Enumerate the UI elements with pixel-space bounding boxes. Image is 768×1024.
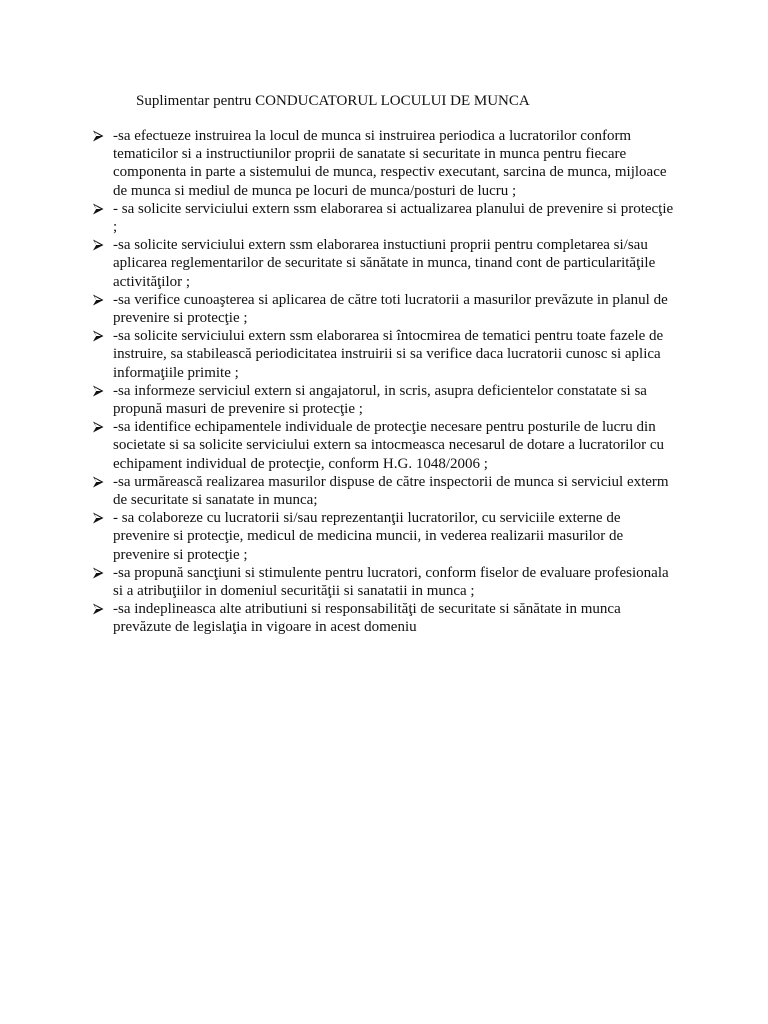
- list-item-text: -sa indeplineasca alte atributiuni si responsabilităţi de securitate si sănătate in munca prevăzute de legislaţia in vigoare in acest domeniu: [113, 601, 621, 636]
- arrowhead-bullet-icon: [92, 476, 104, 488]
- list-item-text: -sa identifice echipamentele individuale de protecţie necesare pentru posturile de lucru din societate si sa solicite serviciului extern sa intocmeasca necesarul de dotare a lucratorilor cu echipament individual de protecţie, conform H.G. 1048/2006 ;: [113, 419, 665, 472]
- arrowhead-bullet-icon: [92, 603, 104, 615]
- arrowhead-bullet-icon: [92, 203, 104, 215]
- list-item-text: -sa efectueze instruirea la locul de munca si instruirea periodica a lucratorilor conform tematicilor si a instructiunilor proprii de sanatate si securitate in munca pentru fiecare componenta in parte a sistemului de munca, respectiv executant, sarcina de munca, mijloace de munca si mediul de munca pe locuri de munca/posturi de lucru ;: [113, 128, 667, 199]
- list-item: [92, 600, 677, 636]
- list-item-text: -sa verifice cunoaşterea si aplicarea de către toti lucratorii a masurilor prevăzute in planul de prevenire si protecţie ;: [113, 291, 668, 327]
- list-item-text: -sa solicite serviciului extern ssm elaborarea si întocmirea de tematici pentru toate fazele de instruire, sa stabilească periodicitatea instruirii si sa verifice daca lucratorii cunosc si aplica informaţiile primite ;: [113, 328, 664, 381]
- list-item: [92, 418, 677, 473]
- arrowhead-bullet-icon: [92, 421, 104, 433]
- list-item: [92, 327, 677, 382]
- list-item-text: -sa solicite serviciului extern ssm elaborarea instuctiuni proprii pentru completarea si/sau aplicarea reglementarilor de securitate si sănătate in munca, tinand cont de particularităţile activităţilor ;: [113, 237, 656, 290]
- arrowhead-bullet-icon: [92, 294, 104, 306]
- list-item: [92, 564, 677, 600]
- list-item: [92, 473, 677, 509]
- arrowhead-bullet-icon: [92, 512, 104, 524]
- list-item: [92, 200, 677, 236]
- arrowhead-bullet-icon: [92, 330, 104, 342]
- arrowhead-bullet-icon: [92, 130, 104, 142]
- arrowhead-bullet-icon: [92, 567, 104, 579]
- list-item-text: - sa solicite serviciului extern ssm elaborarea si actualizarea planului de prevenire si protecţie ;: [113, 200, 674, 236]
- arrowhead-bullet-icon: [92, 385, 104, 397]
- list-item: [92, 509, 677, 564]
- arrowhead-bullet-icon: [92, 239, 104, 251]
- responsibilities-list: [92, 127, 677, 637]
- document-heading: Suplimentar pentru CONDUCATORUL LOCULUI DE MUNCA: [136, 93, 530, 109]
- list-item: [92, 291, 677, 327]
- list-item: [92, 236, 677, 291]
- list-item-text: -sa urmărească realizarea masurilor dispuse de către inspectorii de munca si serviciul exterm de securitate si sanatate in munca;: [113, 473, 669, 509]
- list-item-text: -sa propună sancţiuni si stimulente pentru lucratori, conform fiselor de evaluare profesionala si a atribuţiilor in domeniul securităţii si sanatatii in munca ;: [113, 564, 669, 600]
- list-item-text: -sa informeze serviciul extern si angajatorul, in scris, asupra deficientelor constatate si sa propună masuri de prevenire si protecţie ;: [113, 382, 647, 418]
- list-item: [92, 127, 677, 200]
- list-item: [92, 382, 677, 418]
- list-item-text: - sa colaboreze cu lucratorii si/sau reprezentanţii lucratorilor, cu serviciile externe de prevenire si protecţie, medicul de medicina muncii, in vederea realizarii masurilor de prevenire si protecţie ;: [113, 510, 624, 563]
